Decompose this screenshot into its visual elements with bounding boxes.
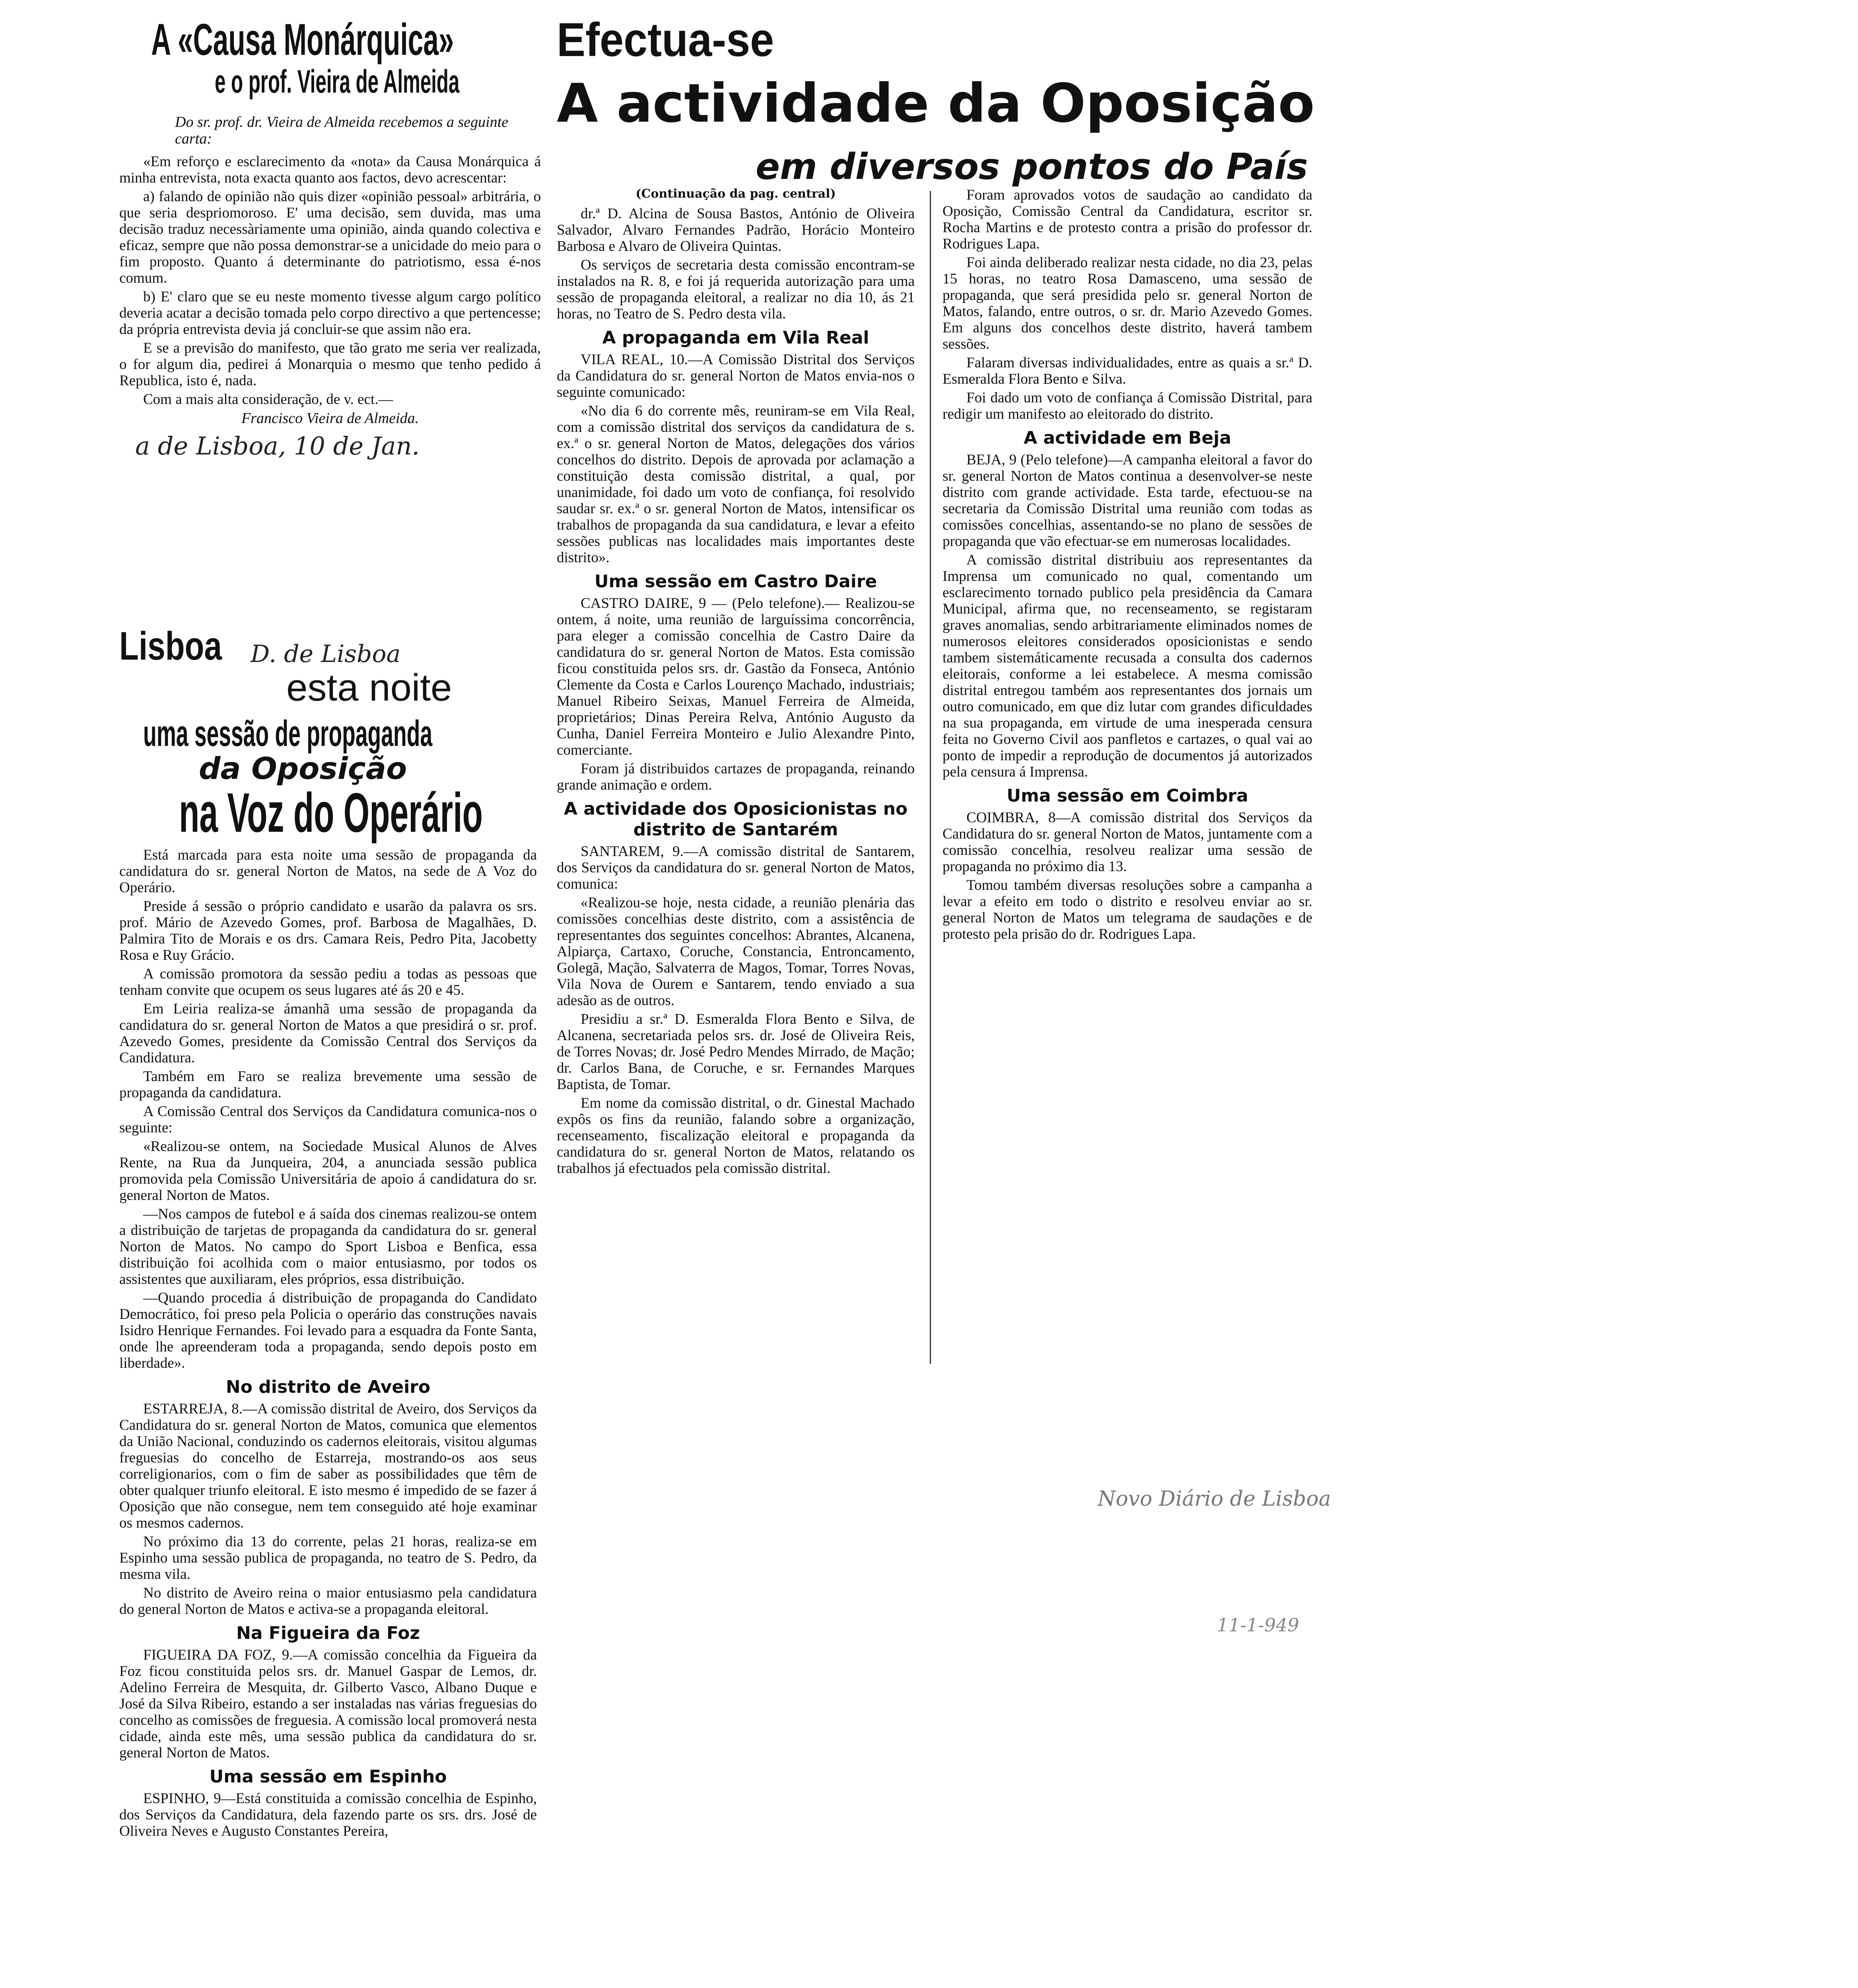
subheading-espinho: Uma sessão em Espinho <box>209 1767 447 1787</box>
column-3 <box>943 187 1312 945</box>
paragraph: VILA REAL, 10.—A Comissão Distrital dos Serviços da Candidatura do sr. general Norton de Matos envia-nos o seguinte comunicado: <box>557 351 915 400</box>
column-2-body <box>557 206 915 1176</box>
paragraph: Tomou também diversas resoluções sobre a campanha a levar a efeito em todo o distrito e resolveu enviar ao sr. general Norton de Matos um telegrama de saudações e de protesto pela prisão do dr. Rodrigues Lapa. <box>943 877 1312 942</box>
continuation-note: (Continuação da pag. central) <box>636 187 836 201</box>
intro-text: Do sr. prof. dr. Vieira de Almeida recebemos a seguinte carta: <box>175 114 509 147</box>
paragraph: No próximo dia 13 do corrente, pelas 21 horas, realiza-se em Espinho uma sessão publica de propaganda, no teatro de S. Pedro, da mesma vila. <box>119 1534 537 1582</box>
headline-actividade-oposicao: A actividade da Oposição <box>557 72 1315 134</box>
paragraph: Foi dado um voto de confiança á Comissão Distrital, para redigir um manifesto ao eleitorado do distrito. <box>943 390 1312 422</box>
subheading-beja: A actividade em Beja <box>1023 428 1232 448</box>
main-headline-block <box>557 13 1336 191</box>
stamp-lisboa: Lisboa <box>119 624 222 668</box>
column-divider <box>930 191 931 1364</box>
paragraph: COIMBRA, 8—A comissão distrital dos Serviços da Candidatura do sr. general Norton de Matos, juntamente com a comissão concelhia, resolveu realizar uma sessão de propaganda no próximo dia 13. <box>943 810 1312 875</box>
paragraph: ESTARREJA, 8.—A comissão distrital de Aveiro, dos Serviços da Candidatura do sr. general Norton de Matos, comunica que elementos da União Nacional, conduzindo os cadernos eleitorais, visitou algumas freguesias do concelho de Estarreja, mostrando-os aos seus correligionarios, com o fim de saber as possibilidades que têm de obter qualquer triunfo eleitoral. E isto mesmo é impedido de se fazer á Oposição que não consegue, nem tem conseguido até hoje examinar os mesmos cadernos. <box>119 1401 537 1531</box>
paragraph: Em Leiria realiza-se ámanhã uma sessão de propaganda da candidatura do sr. general Norton de Matos a que presidirá o sr. prof. Azevedo Gomes, presidente da Comissão Central dos Serviços da Candidatura. <box>119 1001 537 1066</box>
headline-oposicao: da Oposição <box>199 751 407 786</box>
letter-body <box>119 153 541 408</box>
paragraph: Está marcada para esta noite uma sessão de propaganda da candidatura do sr. general Norton de Matos, na sede de A Voz do Operário. <box>119 847 537 896</box>
pencil-note-date: 11-1-949 <box>1217 1614 1299 1636</box>
signature: Francisco Vieira de Almeida. <box>241 410 419 427</box>
paragraph: A comissão promotora da sessão pediu a todas as pessoas que tenham convite que ocupem os seus lugares até ás 20 e 45. <box>119 966 537 998</box>
paragraph: b) E' claro que se eu neste momento tivesse algum cargo político deveria acatar a decisão tomada pelo corpo directivo a que pertencesse; da própria entrevista devia já concluir-se que assim não era. <box>119 289 541 338</box>
subheading-coimbra: Uma sessão em Coimbra <box>1007 786 1248 806</box>
paragraph: Falaram diversas individualidades, entre as quais a sr.ª D. Esmeralda Flora Bento e Silva. <box>943 355 1312 387</box>
subheading-figueira: Na Figueira da Foz <box>236 1623 420 1643</box>
headline-diversos-pontos: em diversos pontos do País <box>756 146 1308 188</box>
handwritten-note: a de Lisboa, 10 de Jan. <box>135 431 420 460</box>
paragraph: Presidiu a sr.ª D. Esmeralda Flora Bento e Silva, de Alcanena, secretariada pelos srs. dr. José de Oliveira Reis, de Torres Novas; dr. José Pedro Mendes Mirrado, de Mação; dr. Carlos Bana, de Coruche, e sr. Fernandes Marques Baptista, de Tomar. <box>557 1011 915 1093</box>
headline-causa-monarquica: A «Causa Monárquica» <box>151 15 454 64</box>
paragraph: A Comissão Central dos Serviços da Candidatura comunica-nos o seguinte: <box>119 1103 537 1136</box>
paragraph: —Quando procedia á distribuição de propaganda do Candidato Democrático, foi preso pela Policia o operário das construções navais Isidro Henrique Fernandes. Foi levado para a esquadra da Fonte Santa, onde lhe apreenderam toda a propaganda, sendo depois posto em liberdade». <box>119 1290 537 1371</box>
subheading-vila-real: A propaganda em Vila Real <box>602 328 869 348</box>
paragraph: Preside á sessão o próprio candidato e usarão da palavra os srs. prof. Mário de Azevedo Gomes, prof. Barbosa de Magalhães, D. Palmira Tito de Morais e os drs. Camara Reis, Pedro Pita, Jacobetty Rosa e Ruy Grácio. <box>119 898 537 963</box>
subheading-castro-daire: Uma sessão em Castro Daire <box>594 571 877 592</box>
column-2 <box>557 187 915 1179</box>
paragraph: Os serviços de secretaria desta comissão encontram-se instalados na R. 8, e foi já requerida autorização para uma sessão de propaganda eleitoral, a realizar no dia 10, ás 21 horas, no Teatro de S. Pedro desta vila. <box>557 257 915 322</box>
paragraph: a) falando de opinião não quis dizer «opinião pessoal» arbitrária, o que seria despriomoroso. E' uma decisão, sem duvida, mas uma decisão traduz necessàriamente uma opinião, ainda quando colectiva e eficaz, sempre que não possa demonstrar-se a unicidade do meio para o fim proposto. Quanto á determinante do patriotismo, essa é-nos comum. <box>119 188 541 286</box>
paragraph: dr.ª D. Alcina de Sousa Bastos, António de Oliveira Salvador, Alvaro Fernandes Padrão, Horácio Monteiro Barbosa e Alvaro de Oliveira Quintas. <box>557 206 915 254</box>
pencil-note-newspaper: Novo Diário de Lisboa <box>1098 1487 1331 1511</box>
subheadline-vieira-almeida: e o prof. Vieira de Almeida <box>215 64 460 100</box>
paragraph: Foi ainda deliberado realizar nesta cidade, no dia 23, pelas 15 horas, no teatro Rosa Damasceno, uma sessão de propaganda, que será presidida pelo sr. general Norton de Matos, falando, entre outros, o sr. dr. Mario Azevedo Gomes. Em alguns dos concelhos deste distrito, haverá tambem sessões. <box>943 254 1312 352</box>
paragraph: CASTRO DAIRE, 9 — (Pelo telefone).— Realizou-se ontem, á noite, uma reunião de larguíssima concorrência, para eleger a comissão concelhia de Castro Daire da candidatura do sr. general Norton de Matos. Esta comissão ficou constituida pelos srs. dr. Gastão da Fonseca, António Clemente da Costa e Carlos Lourenço Machado, industriais; Manuel Ribeiro Seixas, Manuel Ferreira de Almeida, proprietários; Dinas Pereira Relva, António Augusto da Cunha, Daniel Ferreira Monteiro e Julio Alexandre Pinto, comerciante. <box>557 595 915 758</box>
paragraph: BEJA, 9 (Pelo telefone)—A campanha eleitoral a favor do sr. general Norton de Matos continua a desenvolver-se neste distrito com grande actividade. Esta tarde, efectuou-se na secretaria da Comissão Distrital uma reunião com todas as comissões concelhias, assentando-se no plano de sessões de propaganda que vão efectuar-se em numerosas localidades. <box>943 452 1312 549</box>
paragraph: «Realizou-se ontem, na Sociedade Musical Alunos de Alves Rente, na Rua da Junqueira, 204, a anunciada sessão publica promovida pela Comissão Universitária de apoio á candidatura do sr. general Norton de Matos. <box>119 1138 537 1204</box>
paragraph: SANTAREM, 9.—A comissão distrital de Santarem, dos Serviços da candidatura do sr. general Norton de Matos, comunica: <box>557 843 915 892</box>
paragraph: Foram já distribuidos cartazes de propaganda, reinando grande animação e ordem. <box>557 761 915 793</box>
paragraph: Também em Faro se realiza brevemente uma sessão de propaganda da candidatura. <box>119 1068 537 1101</box>
paragraph: FIGUEIRA DA FOZ, 9.—A comissão concelhia da Figueira da Foz ficou constituida pelos srs. dr. Manuel Gaspar de Lemos, dr. Adelino Ferreira de Mesquita, dr. Gilberto Vasco, Albano Duque e José da Silva Ribeiro, estando a ser instaladas nas várias freguesias do concelho as comissões de freguesia. A comissão local promoverá nesta cidade, ainda este mês, uma sessão publica da candidatura do sr. general Norton de Matos. <box>119 1647 537 1761</box>
paragraph: Com a mais alta consideração, de v. ect.— <box>143 391 393 408</box>
column-3-body <box>943 187 1312 942</box>
paragraph: E se a previsão do manifesto, que tão grato me seria ver realizada, o for algum dia, pedirei á Monarquia o mesmo que tenho pedido á Republica, isto é, nada. <box>119 340 541 389</box>
subheading-aveiro: No distrito de Aveiro <box>225 1377 431 1397</box>
headline-voz-do-operario: na Voz do Operário <box>179 781 483 844</box>
paragraph: No distrito de Aveiro reina o maior entusiasmo pela candidatura do general Norton de Matos e activa-se a propaganda eleitoral. <box>119 1585 537 1617</box>
paragraph: Foram aprovados votos de saudação ao candidato da Oposição, Comissão Central da Candidatura, escritor sr. Rocha Martins e de protesto contra a prisão do professor dr. Rodrigues Lapa. <box>943 187 1312 252</box>
handwritten-annotation: D. de Lisboa <box>251 640 401 668</box>
kicker-esta-noite: esta noite <box>286 666 452 709</box>
paragraph: —Nos campos de futebol e á saída dos cinemas realizou-se ontem a distribuição de tarjetas de propaganda da candidatura do sr. general Norton de Matos. No campo do Sport Lisboa e Benfica, essa distribuição foi acolhida com o maior entusiasmo, por todos os assistentes que auxiliaram, eles próprios, essa distribuição. <box>119 1206 537 1287</box>
paragraph: Em nome da comissão distrital, o dr. Ginestal Machado expôs os fins da reunião, falando sobre a organização, recenseamento, fiscalização eleitoral e propaganda da candidatura do sr. general Norton de Matos, relatando os trabalhos já efectuados pela comissão distrital. <box>557 1095 915 1176</box>
headline-sessao: uma sessão de propaganda <box>143 713 433 754</box>
subheading-santarem: A actividade dos Oposicionistas no distrito de Santarém <box>564 799 908 840</box>
article-voz-do-operario <box>119 624 537 1842</box>
paragraph: A comissão distrital distribuiu aos representantes da Imprensa um comunicado no qual, comentando um esclarecimento tornado publico pela presidência da Camara Municipal, afirma que, no recenseamento, se registaram graves anomalias, sendo arbitrariamente eliminados nomes de numerosos eleitores considerados oposicionistas e sendo tambem sistemáticamente recusada a consulta dos cadernos eleitorais, conforme a lei estabelece. A mesma comissão distrital entregou também aos representantes dos jornais um outro comunicado, em que diz lutar com grandes dificuldades na sua propaganda, em virtude de uma inesperada censura feita no Governo Civil aos panfletos e cartazes, o qual vai ao ponto de impedir a reprodução de documentos já autorizados pela censura á Imprensa. <box>943 552 1312 780</box>
paragraph: ESPINHO, 9—Está constituida a comissão concelhia de Espinho, dos Serviços da Candidatura, dela fazendo parte os srs. drs. José de Oliveira Neves e Augusto Constantes Pereira, <box>119 1790 537 1839</box>
article-body <box>119 847 537 1839</box>
headline-efectua-se: Efectua-se <box>557 13 774 66</box>
paragraph: «Em reforço e esclarecimento da «nota» da Causa Monárquica á minha entrevista, nota exacta quanto aos factos, devo acrescentar: <box>119 153 541 186</box>
paragraph: «No dia 6 do corrente mês, reuniram-se em Vila Real, com a comissão distrital dos serviços da candidatura de s. ex.ª o sr. general Norton de Matos, delegações dos vários concelhos do distrito. Depois de aprovada por aclamação a constituição desta comissão distrital, a qual, por unanimidade, foi dado um voto de confiança, foi resolvido saudar sr. ex.ª o sr. general Norton de Matos, intensificar os trabalhos de propaganda da sua candidatura, e levar a efeito sessões publicas nas localidades mais importantes deste distrito». <box>557 403 915 566</box>
article-causa-monarquica <box>119 16 541 460</box>
paragraph: «Realizou-se hoje, nesta cidade, a reunião plenária das comissões concelhias deste distrito, com a assistência de representantes dos seguintes concelhos: Abrantes, Alcanena, Alpiarça, Cartaxo, Coruche, Constancia, Entroncamento, Golegã, Mação, Salvaterra de Magos, Tomar, Torres Novas, Vila Nova de Ourem e Santarem, tendo enviado a sua adesão as de outros. <box>557 895 915 1009</box>
